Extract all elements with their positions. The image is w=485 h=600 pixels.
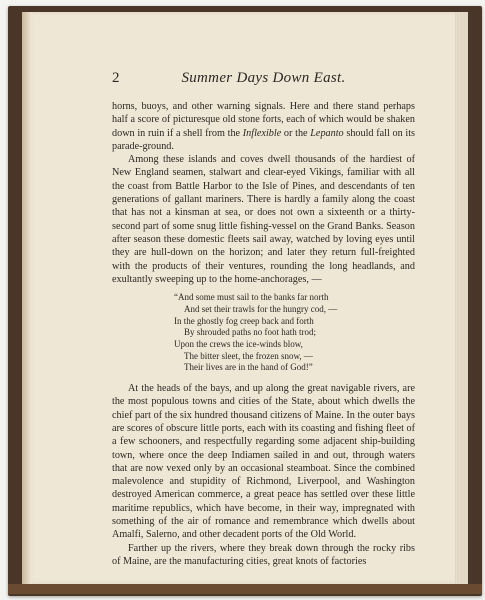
verse-line: And set their trawls for the hungry cod, —: [184, 303, 338, 314]
page-gutter: [22, 12, 32, 584]
cover-bottom-edge: [8, 584, 482, 594]
paragraph-1-text-a: horns, buoys, and other warning signals. Here and there stand perhaps half a score of picturesque old stone forts, each of which would be shaken down in ruin if a shell from the: [112, 101, 415, 139]
verse-line: By shrouded paths no foot hath trod;: [184, 327, 316, 338]
verse-line: “And some must sail to the banks far north: [174, 292, 329, 303]
verse-line: In the ghostly fog creep back and forth: [174, 315, 314, 326]
page-content: [112, 70, 415, 568]
page-fore-edge: [455, 12, 468, 584]
ship-name-inflexible: Inflexible: [242, 127, 282, 139]
verse-line: Their lives are in the hand of God!”: [184, 362, 313, 373]
paragraph-3: At the heads of the bays, and up along the great navigable rivers, are the most populous towns and cities of the State, about which dwells the chief part of the six hundred thousand citizens of Maine. In the outer bays are scores of obscure little ports, each with its coasting and fishing fleet of a few schooners, and respectfully regarding some adjacent ship-building town, where once the deep Indiamen sailed in and out, through waters that are now vexed only by an occasional steamboat. Since the combined malevolence and stupidity of Richmond, Liverpool, and Washington destroyed American commerce, a great peace has settled over these little maritime republics, which have become, in their way, impregnated with something of the air of romance and remembrance which dwells about Amalfi, Salerno, and other decadent ports of the Old World.: [112, 383, 415, 541]
paragraph-1: [112, 100, 415, 153]
verse-quotation: [174, 292, 415, 374]
paragraph-1-text-c: should fall on its parade-ground.: [112, 127, 415, 152]
paragraph-2: Among these islands and coves dwell thousands of the hardiest of New England seamen, stalwart and clear-eyed Vikings, familiar with all the coast from Battle Harbor to the Isle of Pines, and descendants of ten generations of gallant mariners. There is hardly a family along the coast that has not a kinsman at sea, or does not own a sixteenth or a thirty-second part of some snug little fishing-vessel on the Grand Banks. Season after season these domestic fleets sail away, watched by loving eyes until they are hull-down on the horizon; and later they return full-freighted with the products of their ventures, rounding the long headlands, and exultantly sweeping up to the home-anchorages, —: [112, 154, 415, 285]
page-number: 2: [112, 70, 120, 86]
page-header: [112, 70, 415, 90]
verse-line: The bitter sleet, the frozen snow, —: [184, 350, 313, 361]
running-title: Summer Days Down East.: [181, 70, 346, 86]
paragraph-1-text-b: or the: [281, 127, 311, 139]
paragraph-4: Farther up the rivers, where they break down through the rocky ribs of Maine, are the manufacturing cities, great knots of factories: [112, 542, 415, 567]
ship-name-lepanto: Lepanto: [310, 127, 344, 139]
verse-line: Upon the crews the ice-winds blow,: [174, 338, 303, 349]
